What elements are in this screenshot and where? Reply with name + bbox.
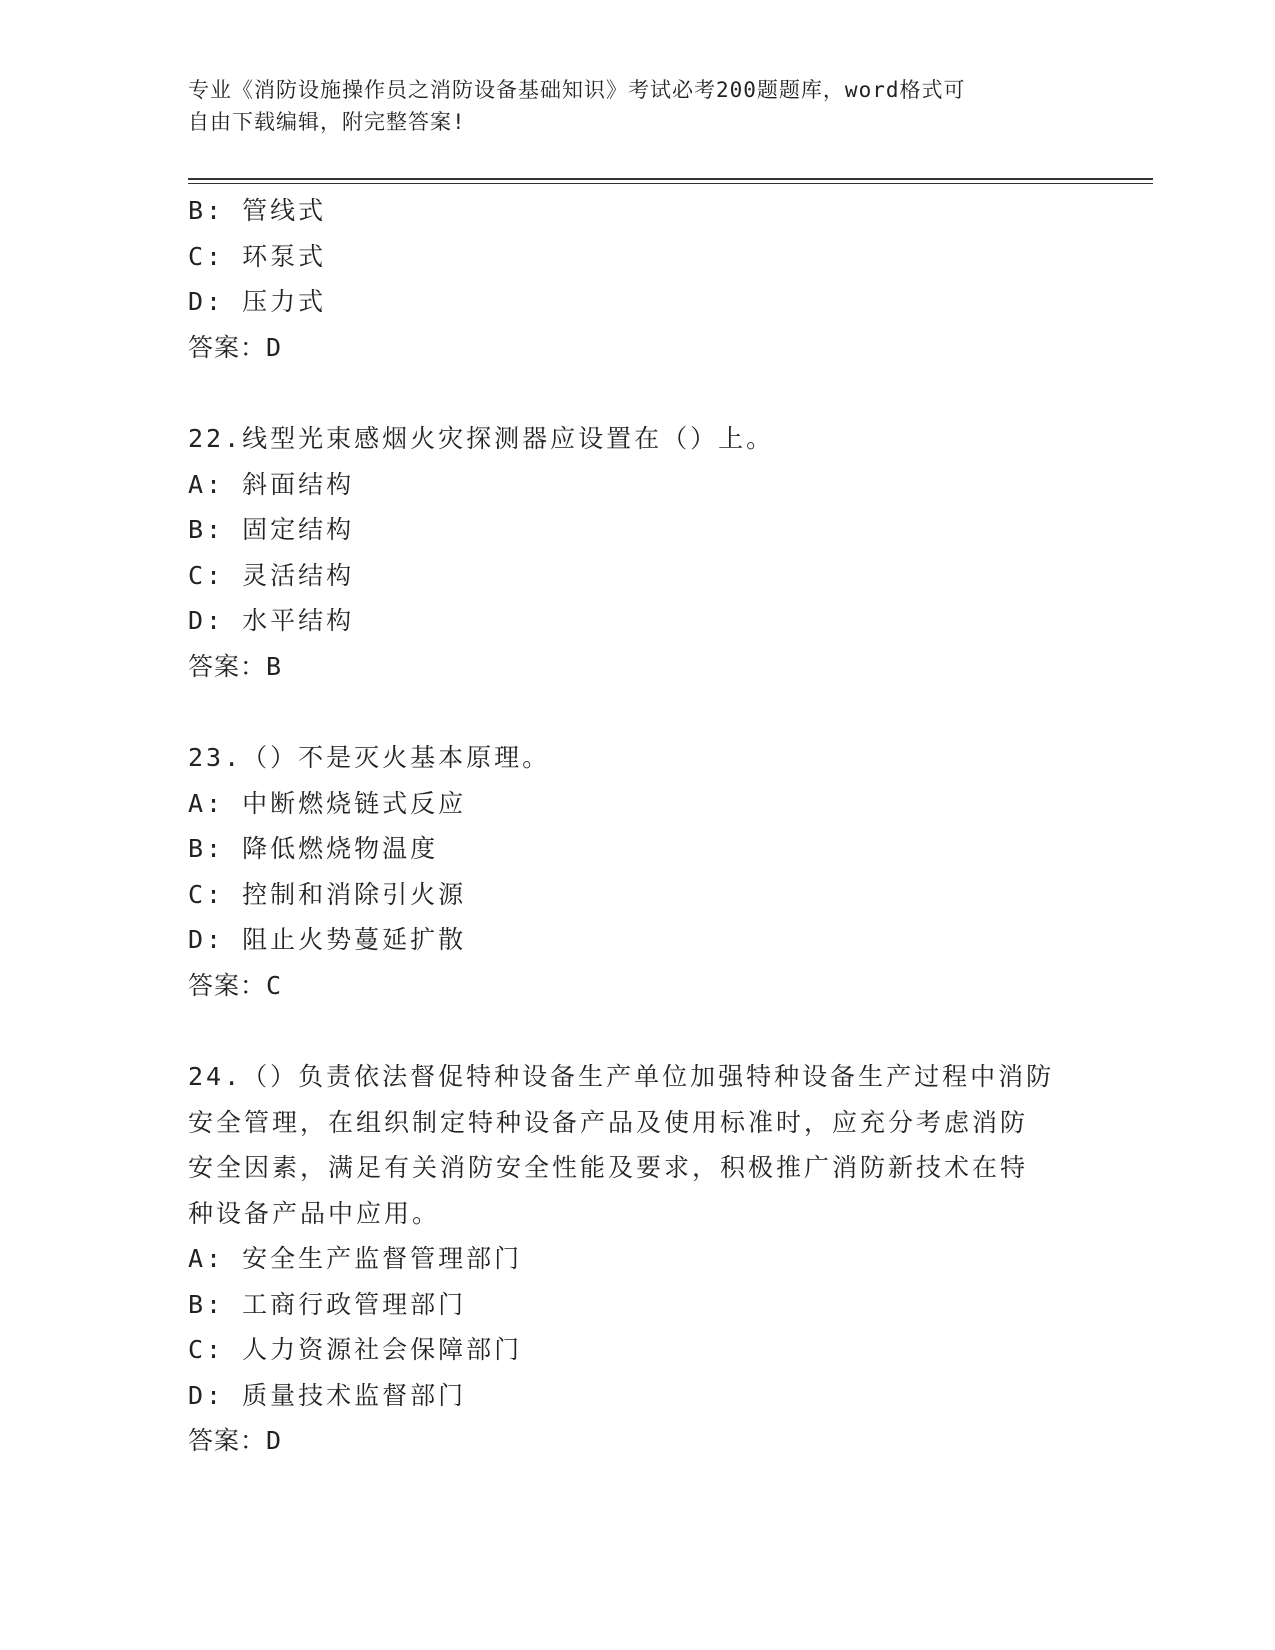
option-b: B: 固定结构 [188,515,355,544]
option-d: D: 压力式 [188,287,327,316]
option-b: B: 管线式 [188,196,327,225]
option-c: C: 环泵式 [188,241,327,271]
question-text-line: 安全因素，满足有关消防安全性能及要求，积极推广消防新技术在特 [188,1153,1029,1182]
option-c: C: 人力资源社会保障部门 [188,1335,523,1364]
header-divider-thick [188,178,1153,180]
document-header [188,74,1088,138]
question-text-line: 安全管理，在组织制定特种设备产品及使用标准时，应充分考虑消防 [188,1107,1029,1137]
spacer [188,689,1088,735]
option-b: B: 降低燃烧物温度 [188,834,439,863]
spacer [188,1008,1088,1054]
answer-line: 答案：D [188,332,283,362]
option-a: A: 安全生产监督管理部门 [188,1244,523,1273]
option-c: C: 控制和消除引火源 [188,879,467,909]
option-c: C: 灵活结构 [188,560,355,590]
option-d: D: 质量技术监督部门 [188,1380,467,1410]
header-line-1: 专业《消防设施操作员之消防设备基础知识》考试必考200题题库，word格式可 [188,78,966,102]
question-list [188,188,1088,1464]
spacer [188,370,1088,416]
option-b: B: 工商行政管理部门 [188,1289,467,1319]
header-divider-thin [188,183,1153,184]
option-d: D: 阻止火势蔓延扩散 [188,925,467,954]
question-23 [188,735,1088,1008]
question-text: 23.（）不是灭火基本原理。 [188,743,551,772]
question-text-line: 24.（）负责依法督促特种设备生产单位加强特种设备生产过程中消防 [188,1062,1055,1091]
question-text-line: 种设备产品中应用。 [188,1198,441,1228]
question-21 [188,188,1088,370]
question-22 [188,416,1088,689]
option-a: A: 斜面结构 [188,469,355,499]
question-24 [188,1054,1088,1464]
answer-line: 答案：B [188,651,283,681]
option-d: D: 水平结构 [188,606,355,635]
header-line-2: 自由下载编辑，附完整答案! [188,110,466,134]
answer-line: 答案：D [188,1426,283,1455]
option-a: A: 中断燃烧链式反应 [188,788,467,818]
answer-line: 答案：C [188,970,283,1000]
question-text [188,1054,1088,1236]
question-text: 22.线型光束感烟火灾探测器应设置在（）上。 [188,424,775,453]
